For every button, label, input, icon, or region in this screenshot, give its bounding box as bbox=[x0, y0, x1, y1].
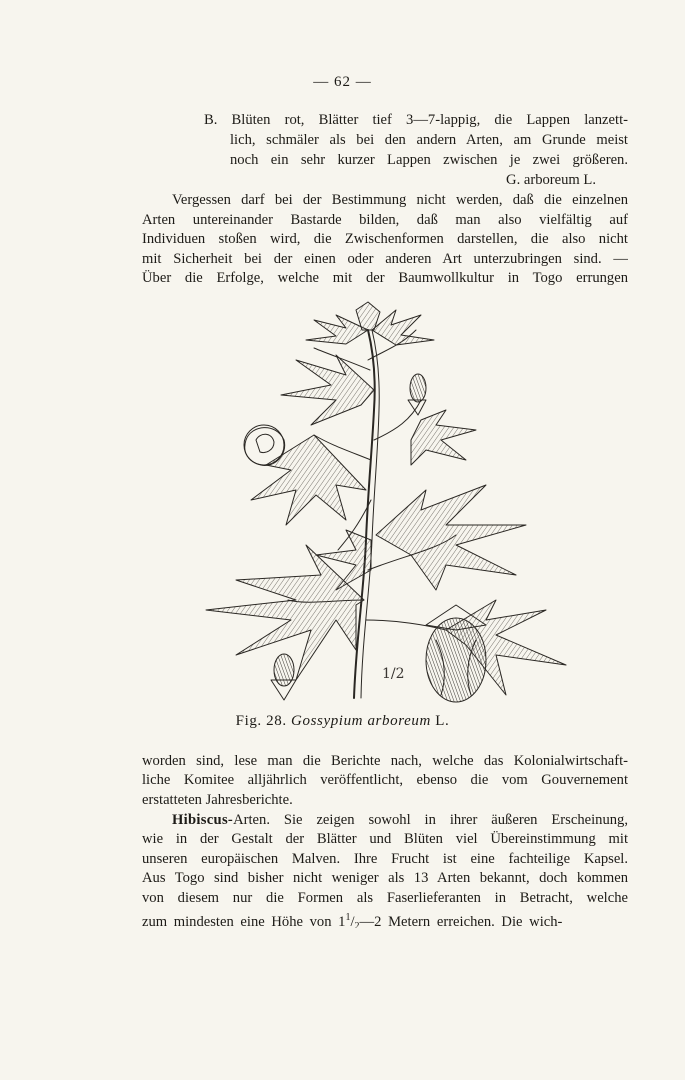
fraction-denominator: 2 bbox=[354, 920, 360, 928]
key-entry-line: noch ein sehr kurzer Lappen zwischen je zwei größeren. bbox=[230, 152, 628, 168]
caption-prefix: Fig. 28. bbox=[235, 713, 287, 729]
key-entry-line: lich, schmäler als bei den andern Arten, am Grunde meist bbox=[230, 132, 628, 148]
key-entry-line: B. Blüten rot, Blätter tief 3—7-lappig, die Lappen lanzett- bbox=[204, 112, 628, 128]
caption-author: L. bbox=[435, 713, 450, 729]
paragraph-line: worden sind, lese man die Berichte nach, welche das Kolonialwirtschaft- bbox=[142, 753, 628, 769]
page-number: — 62 — bbox=[313, 74, 372, 90]
fraction-numerator: 1 bbox=[345, 912, 351, 923]
section-heading: Hibiscus- bbox=[172, 812, 234, 828]
last-line-end: —2 Metern erreichen. Die wich- bbox=[359, 913, 563, 928]
paragraph-line: zum mindesten eine Höhe von $1^1/_2—2$ Metern erreichen. Die wich- bbox=[142, 908, 628, 928]
species-name: G. arboreum L. bbox=[506, 172, 596, 188]
paragraph-line: von diesem nur die Formen als Faserlieferanten in Betracht, welche bbox=[142, 890, 628, 906]
paragraph-line: Arten untereinander Bastarde bilden, daß man also vielfältig auf bbox=[142, 212, 628, 228]
paragraph-line: Über die Erfolge, welche mit der Baumwollkultur in Togo errungen bbox=[142, 270, 628, 286]
paragraph-line: wie in der Gestalt der Blätter und Blüten viel Übereinstimmung mit bbox=[142, 831, 628, 847]
gossypium-illustration bbox=[196, 300, 576, 705]
last-line-start: zum mindesten eine Höhe von 1 bbox=[142, 913, 346, 928]
paragraph-line: Vergessen darf bei der Bestimmung nicht werden, daß die einzelnen bbox=[172, 192, 628, 208]
paragraph-line: liche Komitee alljährlich veröffentlicht, ebenso die vom Gouvernement bbox=[142, 772, 628, 788]
scale-label: 1/2 bbox=[382, 666, 405, 682]
paragraph-line: Individuen stoßen wird, die Zwischenformen darstellen, die also nicht bbox=[142, 231, 628, 247]
heading-line-rest: Arten. Sie zeigen sowohl in ihrer äußeren Erscheinung, bbox=[233, 812, 628, 828]
paragraph-line: mit Sicherheit bei der einen oder anderen Art unterzubringen sind. — bbox=[142, 251, 628, 267]
paragraph-line: Aus Togo sind bisher nicht weniger als 13 Arten bekannt, doch kommen bbox=[142, 870, 628, 886]
figure-caption bbox=[0, 713, 685, 730]
caption-species: Gossypium arboreum bbox=[291, 713, 431, 729]
paragraph-line bbox=[142, 811, 628, 831]
paragraph-line: erstatteten Jahresberichte. bbox=[142, 792, 293, 808]
paragraph-line: unseren europäischen Malven. Ihre Frucht ist eine fachteilige Kapsel. bbox=[142, 851, 628, 867]
